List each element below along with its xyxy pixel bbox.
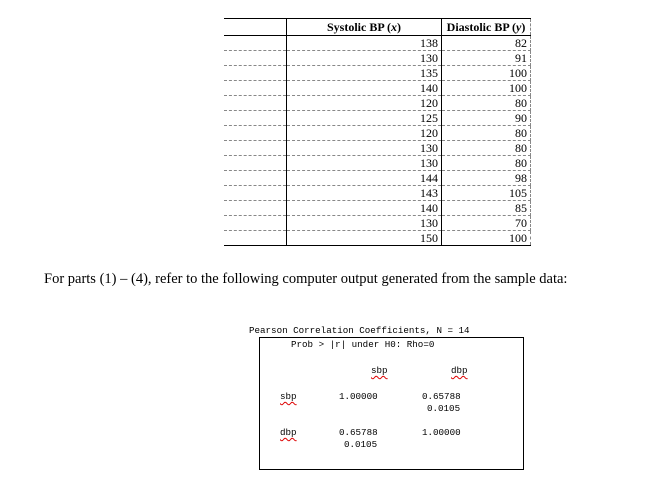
systolic-cell: 125 <box>287 111 442 126</box>
row-header-dbp: dbp <box>280 427 297 438</box>
table-row <box>224 96 531 111</box>
blank-cell <box>224 216 287 231</box>
blank-cell <box>224 111 287 126</box>
blank-cell <box>224 231 287 246</box>
table-row <box>224 156 531 171</box>
blank-cell <box>224 81 287 96</box>
blank-cell <box>224 96 287 111</box>
diastolic-cell: 91 <box>442 51 531 66</box>
sbp-dbp-p-value: 0.0105 <box>427 403 461 414</box>
blank-cell <box>224 51 287 66</box>
sbp-dbp-r-value: 0.65788 <box>422 391 461 402</box>
table-row <box>224 201 531 216</box>
systolic-cell: 138 <box>287 36 442 51</box>
table-row <box>224 141 531 156</box>
diastolic-cell: 100 <box>442 66 531 81</box>
table-row <box>224 186 531 201</box>
table-row <box>224 216 531 231</box>
diastolic-cell: 105 <box>442 186 531 201</box>
diastolic-cell: 100 <box>442 231 531 246</box>
systolic-cell: 130 <box>287 216 442 231</box>
diastolic-cell: 80 <box>442 96 531 111</box>
table-row <box>224 231 531 246</box>
diastolic-cell: 80 <box>442 156 531 171</box>
correlation-output-box <box>249 325 524 470</box>
blank-cell <box>224 201 287 216</box>
blank-cell <box>224 171 287 186</box>
systolic-cell: 140 <box>287 201 442 216</box>
blood-pressure-table <box>224 18 531 246</box>
diastolic-cell: 98 <box>442 171 531 186</box>
table-row <box>224 36 531 51</box>
systolic-cell: 130 <box>287 156 442 171</box>
table-body <box>224 36 531 246</box>
systolic-cell: 120 <box>287 126 442 141</box>
blank-cell <box>224 186 287 201</box>
systolic-cell: 144 <box>287 171 442 186</box>
systolic-cell: 135 <box>287 66 442 81</box>
diastolic-cell: 100 <box>442 81 531 96</box>
systolic-cell: 143 <box>287 186 442 201</box>
systolic-cell: 140 <box>287 81 442 96</box>
diastolic-cell: 85 <box>442 201 531 216</box>
diastolic-cell: 70 <box>442 216 531 231</box>
table-header-row <box>224 19 531 36</box>
instruction-text: For parts (1) – (4), refer to the following computer output generated from the sample data: <box>44 271 568 287</box>
dbp-sbp-p-value: 0.0105 <box>344 439 378 450</box>
table-row <box>224 66 531 81</box>
blank-cell <box>224 126 287 141</box>
row-header-sbp: sbp <box>280 391 297 402</box>
output-title: Pearson Correlation Coefficients, N = 14 <box>249 325 470 336</box>
table-row <box>224 126 531 141</box>
diastolic-cell: 82 <box>442 36 531 51</box>
diastolic-cell: 90 <box>442 111 531 126</box>
diastolic-cell: 80 <box>442 141 531 156</box>
systolic-cell: 130 <box>287 51 442 66</box>
blank-cell <box>224 156 287 171</box>
diastolic-cell: 80 <box>442 126 531 141</box>
column-header-sbp: sbp <box>371 365 388 376</box>
sbp-sbp-value: 1.00000 <box>339 391 378 402</box>
blank-cell <box>224 36 287 51</box>
output-subtitle: Prob > |r| under H0: Rho=0 <box>291 339 435 350</box>
blank-cell <box>224 66 287 81</box>
table-row <box>224 111 531 126</box>
blank-cell <box>224 141 287 156</box>
table-row <box>224 51 531 66</box>
blank-header-cell <box>224 19 287 36</box>
dbp-dbp-value: 1.00000 <box>422 427 461 438</box>
systolic-cell: 130 <box>287 141 442 156</box>
systolic-cell: 150 <box>287 231 442 246</box>
systolic-cell: 120 <box>287 96 442 111</box>
table-row <box>224 171 531 186</box>
dbp-sbp-r-value: 0.65788 <box>339 427 378 438</box>
table-row <box>224 81 531 96</box>
systolic-header: Systolic BP (x) <box>287 19 442 36</box>
diastolic-header: Diastolic BP (y) <box>442 19 531 36</box>
column-header-dbp: dbp <box>451 365 468 376</box>
